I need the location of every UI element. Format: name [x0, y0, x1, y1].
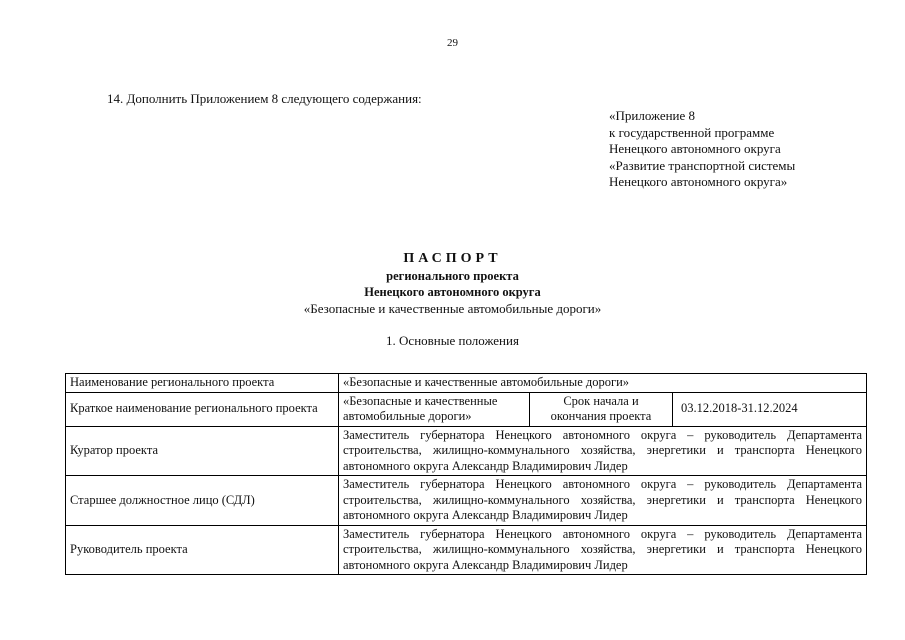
period-label: Срок начала и окончания проекта [530, 393, 673, 426]
passport-subtitle-1: регионального проекта [386, 269, 519, 283]
row-value: Заместитель губернатора Ненецкого автономного округа – руководитель Департамента строительства, жилищно-коммунального хозяйства, энергетики и транспорта Ненецкого автономного округа Александр Владимирович Лидер [339, 476, 867, 526]
table-row [66, 525, 867, 575]
passport-project-name: «Безопасные и качественные автомобильные дороги» [303, 301, 602, 316]
row-label: Руководитель проекта [66, 525, 339, 575]
table-row [66, 426, 867, 476]
appendix-line: Ненецкого автономного округа» [609, 174, 788, 189]
table-row [66, 374, 867, 393]
appendix-line: Ненецкого автономного округа [609, 141, 781, 156]
row-value-group [339, 392, 867, 426]
appendix-heading [609, 108, 795, 191]
section-title: 1. Основные положения [386, 333, 519, 348]
appendix-line: к государственной программе [609, 124, 775, 140]
passport-subtitle-2: Ненецкого автономного округа [364, 285, 541, 299]
table-row [66, 392, 867, 426]
main-provisions-table [65, 373, 867, 575]
intro-text: 14. Дополнить Приложением 8 следующего содержания: [107, 91, 422, 106]
row-value: Заместитель губернатора Ненецкого автономного округа – руководитель Департамента строительства, жилищно-коммунального хозяйства, энергетики и транспорта Ненецкого автономного округа Александр Владимирович Лидер [339, 426, 867, 476]
appendix-line: «Развитие транспортной системы [609, 157, 796, 173]
row-label: Краткое наименование регионального проекта [66, 392, 339, 426]
row-value: «Безопасные и качественные автомобильные дороги» [339, 374, 867, 393]
table-row [66, 476, 867, 526]
page-number: 29 [447, 37, 458, 49]
row-label: Старшее должностное лицо (СДЛ) [66, 476, 339, 526]
row-label: Наименование регионального проекта [66, 374, 339, 393]
appendix-line: «Приложение 8 [609, 108, 696, 123]
row-label: Куратор проекта [66, 426, 339, 476]
passport-title: ПАСПОРТ [403, 251, 502, 266]
passport-header [0, 250, 905, 317]
period-value: 03.12.2018-31.12.2024 [673, 393, 867, 426]
row-value: Заместитель губернатора Ненецкого автономного округа – руководитель Департамента строительства, жилищно-коммунального хозяйства, энергетики и транспорта Ненецкого автономного округа Александр Владимирович Лидер [339, 525, 867, 575]
short-name-value: «Безопасные и качественные автомобильные дороги» [343, 393, 498, 423]
